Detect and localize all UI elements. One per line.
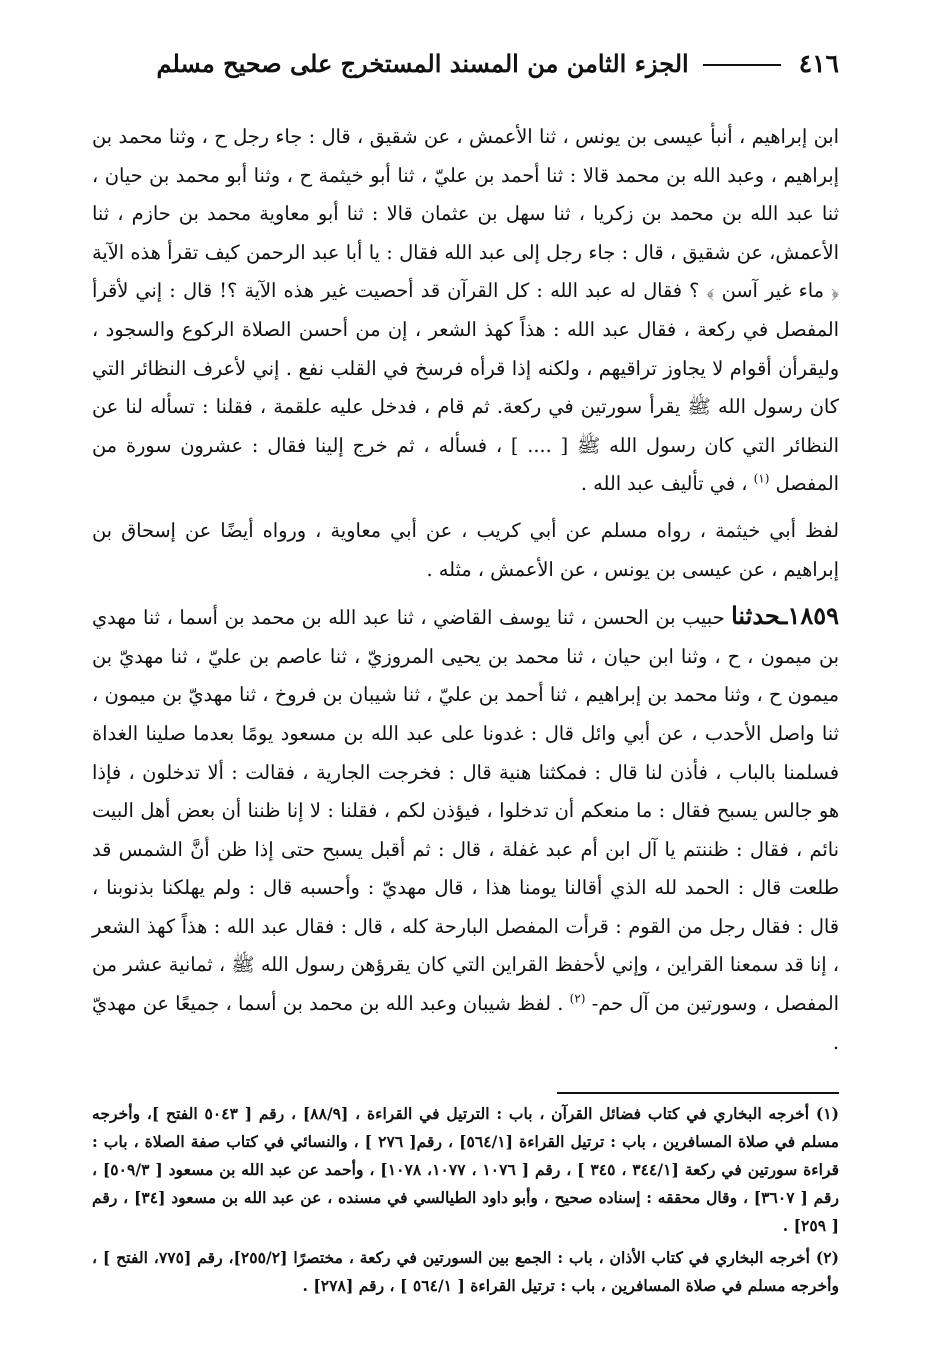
- footnote-marker-2: (٢): [569, 991, 586, 1006]
- footnotes-separator: [557, 1092, 839, 1094]
- footnotes: [92, 1100, 839, 1304]
- paragraph-text: ابن إبراهيم ، أنبأ عيسى بن يونس ، ثنا الأعمش ، عن شقيق ، قال : جاء رجل ح ، وثنا محمد بن إبراهيم ، وعبد الله بن محمد قالا : ثنا أحمد بن عليّ ، ثنا أبو خيثمة ح ، وثنا أبو محمد بن حيان ، ثنا عبد الله بن محمد بن زكريا ، ثنا سهل بن عثمان قالا : ثنا أبو معاوية محمد بن حازم ، ثنا الأعمش، عن شقيق ، قال : جاء رجل إلى عبد الله فقال : يا أبا عبد الرحمن كيف تقرأ هذه الآية ﴿ ماء غير آسن ﴾ ؟ فقال له عبد الله : كل القرآن قد أحصيت غير هذه الآية ؟! قال : إني لأقرأ المفصل في ركعة ، فقال عبد الله : هذاً كهذ الشعر ، إن من أحسن الصلاة الركوع والسجود ، وليقرأن أقوام لا يجاوز تراقيهم ، ولكنه إذا قرأه فرسخ في القلب نفع . إني لأعرف النظائر التي كان رسول الله ﷺ يقرأ سورتين في ركعة. ثم قام ، فدخل عليه علقمة ، فقلنا : تسأله لنا عن النظائر التي كان رسول الله ﷺ [ .... ] ، فسأله ، ثم خرج إلينا فقال : عشرون سورة من المفصل: [92, 125, 839, 496]
- paragraph-text: لفظ أبي خيثمة ، رواه مسلم عن أبي كريب ، عن أبي معاوية ، ورواه أيضًا عن إسحاق بن إبراهيم ، عن عيسى بن يونس ، عن الأعمش ، مثله .: [92, 518, 839, 581]
- running-title: الجزء الثامن من المسند المستخرج على صحيح مسلم: [156, 48, 689, 78]
- paragraph-commentary: [92, 512, 839, 589]
- hadith-lead-word: حدثنا: [731, 601, 781, 631]
- paragraph-narration-1: [92, 118, 839, 504]
- paragraph-tail: ، في تأليف عبد الله .: [580, 472, 748, 496]
- running-header: [92, 40, 839, 86]
- footnote-2: (٢) أخرجه البخاري في كتاب الأذان ، باب : الجمع بين السورتين في ركعة ، مختصرًا [٢٥٥/٢]، رقم [٧٧٥، الفتح ] ، وأخرجه مسلم في صلاة المسافرين ، باب : ترتيل القراءة [ ٥٦٤/١ ] ، رقم [٢٧٨] .: [92, 1248, 839, 1295]
- hadith-number: ١٨٥٩ـ: [780, 601, 839, 631]
- page-number: ٤١٦: [798, 48, 839, 78]
- paragraph-hadith-1859: [92, 597, 839, 1062]
- main-text: [92, 118, 839, 1062]
- header-rule: [703, 64, 781, 66]
- footnote-1: (١) أخرجه البخاري في كتاب فضائل القرآن ، باب : الترتيل في القراءة ، [٨٨/٩] ، رقم [ ٥٠٤٣ الفتح ]، وأخرجه مسلم في صلاة المسافرين ، باب : ترتيل القراءة [٥٦٤/١] ، رقم[ ٢٧٦ ] ، والنسائي في كتاب صفة الصلاة ، باب : قراءة سورتين في ركعة [٣٤٤/١ ، ٣٤٥ ] ، رقم [ ١٠٧٦ ، ١٠٧٧، ١٠٧٨] ، وأحمد عن عبد الله بن مسعود [ ٥٠٩/٣] ، رقم [ ٣٦٠٧] ، وقال محققه : إسناده صحيح ، وأبو داود الطيالسي في مسنده ، عن عبد الله بن مسعود [٣٤] ، رقم [ ٢٥٩] .: [92, 1104, 840, 1235]
- footnote-marker-1: (١): [753, 471, 770, 486]
- paragraph-text: حبيب بن الحسن ، ثنا يوسف القاضي ، ثنا عبد الله بن محمد بن أسما ، ثنا مهدي بن ميمون ، ح ، وثنا ابن حيان ، ثنا محمد بن يحيى المروزيّ ، ثنا عاصم بن عليّ ، ثنا مهديّ بن ميمون ح ، وثنا محمد بن إبراهيم ، ثنا أحمد بن عليّ ، ثنا شيبان بن فروخ ، ثنا مهديّ بن ميمون ، ثنا واصل الأحدب ، عن أبي وائل قال : غدونا على عبد الله بن مسعود يومًا بعدما صلينا الغداة فسلمنا بالباب ، فأذن لنا قال : فمكثنا هنية قال : فخرجت الجارية ، فقالت : ألا تدخلون ، فإذا هو جالس يسبح فقال : ما منعكم أن تدخلوا ، فيؤذن لكم ، فقلنا : لا إنا ظننا أن بعض أهل البيت نائم ، فقال : ظننتم يا آل ابن أم عبد غفلة ، قال : ثم أقبل يسبح حتى إذا ظن أنَّ الشمس قد طلعت قال : الحمد لله الذي أقالنا يومنا هذا ، قال مهديّ : وأحسبه قال : ولم يهلكنا بذنوبنا ، قال : فقال رجل من القوم : قرأت المفصل البارحة كله ، قال : فقال عبد الله : هذاً كهذ الشعر ، إنا قد سمعنا القراين ، وإني لأحفظ القراين التي كان يقرؤهن رسول الله ﷺ ، ثمانية عشر من المفصل ، وسورتين من آل حم-: [92, 606, 840, 1016]
- paragraph-tail: . لفظ شيبان وعبد الله بن محمد بن أسما ، جميعًا عن مهديّ .: [92, 992, 839, 1054]
